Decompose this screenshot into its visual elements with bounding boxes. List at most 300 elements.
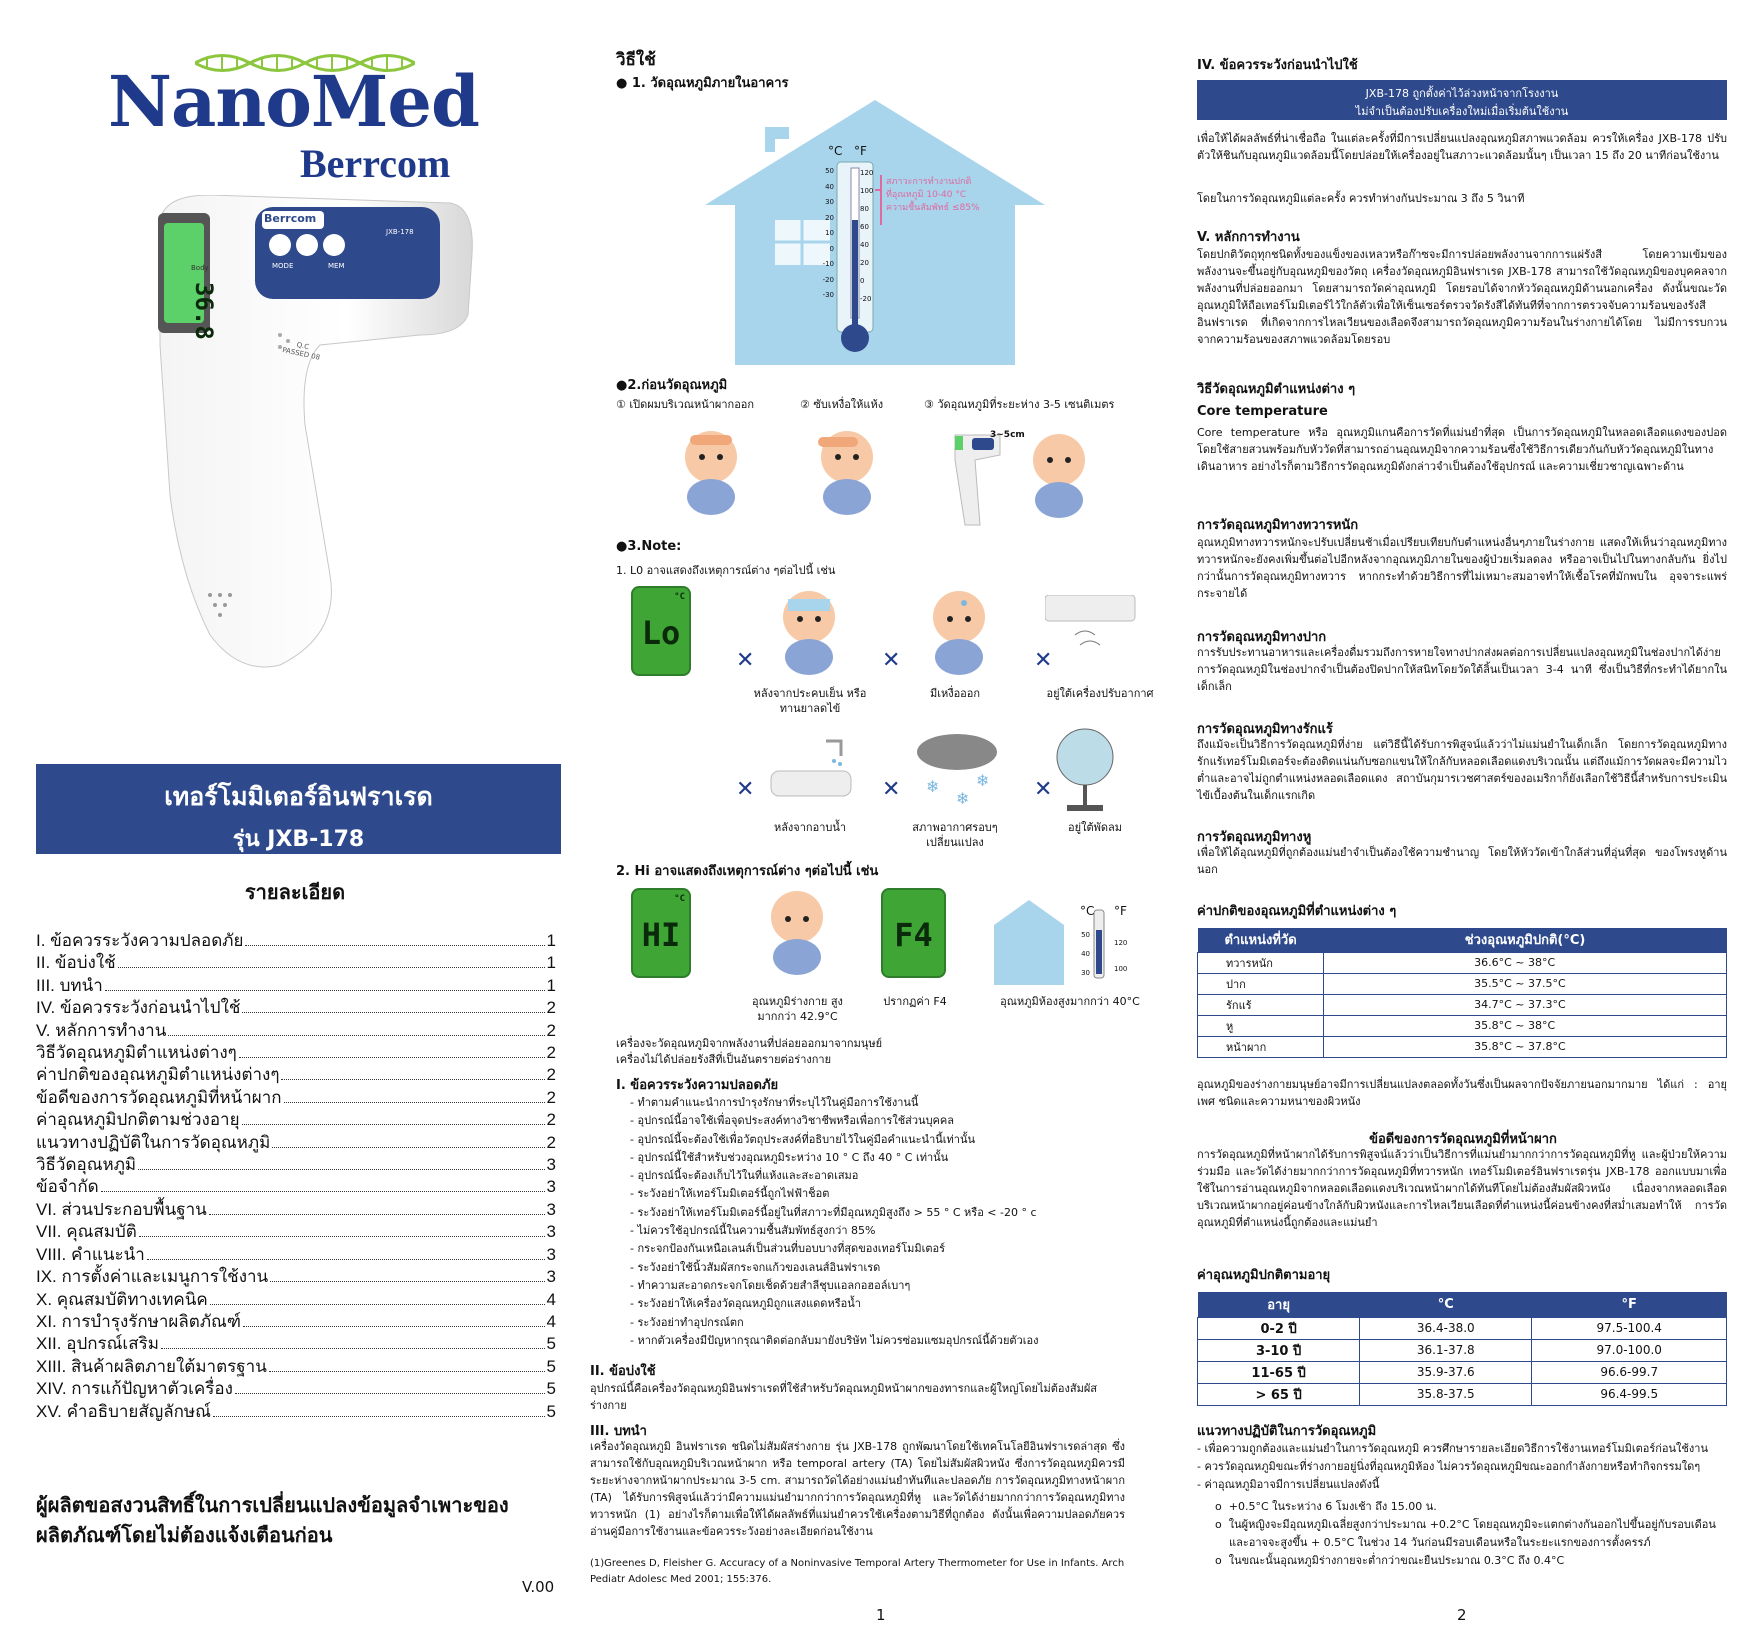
advantage-title: ข้อดีของการวัดอุณหภูมิที่หน้าผาก [1369, 1132, 1557, 1147]
table-of-contents [36, 930, 556, 1423]
svg-text:❄: ❄ [976, 771, 990, 790]
safety-item: - ระวังอย่าให้เทอร์โมมิเตอร์นี้อยู่ในที่สภาวะที่มีอุณหภูมิสูงถึง > 55 ° C หรือ < -20 ° c [630, 1205, 1037, 1219]
indication-title: II. ข้อบ่งใช้ [590, 1364, 656, 1379]
small-house-icon [994, 900, 1124, 985]
core-text: Core temperature หรือ อุณหภูมิแกนคือการวัดที่แม่นยำที่สุด เป็นการวัดอุณหภูมิในหลอดเลือดแดงของปอดโดยใช้สายสวนพร้อมกับหัววัดที่สามารถอ่านอุณหภูมิจากความร้อนซึ่งใช้วิธีการเดียวกันกับหัววัดอุณหภูมิในทางเดินอาหาร อย่างไรก็ตามวิธีการวัดอุณหภูมิดังกล่าวจำเป็นต้องใช้อุปกรณ์ และความเชี่ยวชาญเฉพาะด้าน [1197, 426, 1727, 473]
rectal-title: การวัดอุณหภูมิทางทวารหนัก [1197, 518, 1359, 533]
ear-text: เพื่อให้ได้อุณหภูมิที่ถูกต้องแม่นยำจำเป็นต้องใช้ความชำนาญ โดยให้หัววัดเข้าใกล้ส่วนที่อุ่นที่สุด ของโพรงหูด้านนอก [1197, 846, 1727, 876]
scale-tick: -20 [822, 275, 834, 284]
axillary-title: การวัดอุณหภูมิทางรักแร้ [1197, 722, 1333, 737]
toc-leader [161, 1348, 545, 1349]
toc-leader [209, 1214, 545, 1215]
scale-tick: -20 [860, 295, 872, 303]
toc-row [36, 952, 556, 974]
small-fahrenheit-scale [1114, 930, 1132, 982]
table-cell: 35.9-37.6 [1360, 1361, 1532, 1383]
toc-row [36, 930, 556, 952]
indication-text: อุปกรณ์นี้คือเครื่องวัดอุณหภูมิอินฟราเรดที่ใช้สำหรับวัดอุณหภูมิหน้าผากของทารกและผู้ใหญ่โดยไม่ต้องสัมผัสร่างกาย [590, 1382, 1097, 1412]
toc-leader [245, 945, 544, 946]
step2-item: ① เปิดผมบริเวณหน้าผากออก [616, 398, 755, 411]
toc-row [36, 1378, 556, 1400]
safety-item: - กระจกป้องกันเหนือเลนส์เป็นส่วนที่บอบบางที่สุดของเทอร์โมมิเตอร์ [630, 1242, 946, 1256]
fan-icon [1045, 725, 1125, 815]
thermometer-small-icon [950, 430, 1010, 530]
guideline-subitem-text: +0.5°C ในระหว่าง 6 โมงเช้า ถึง 15.00 น. [1228, 1500, 1437, 1513]
toc-title: X. คุณสมบัติทางเทคนิค [36, 1289, 208, 1309]
table-header: ช่วงอุณหภูมิปกติ(°C) [1324, 928, 1727, 952]
page-number: 2 [1457, 1606, 1467, 1624]
toc-row [36, 1087, 556, 1109]
table-row [1198, 1036, 1727, 1057]
guideline-item: - ควรวัดอุณหภูมิขณะที่ร่างกายอยู่นิ่งที่อุณหภูมิห้อง ไม่ควรวัดอุณหภูมิขณะออกกำลังกายหรือทำกิจกรรมใดๆ [1197, 1460, 1701, 1473]
table-row [1198, 973, 1727, 994]
scale-tick: 10 [825, 229, 834, 237]
safety-item-text: อุปกรณ์นี้อาจใช้เพื่อจุดประสงค์ทางวิชาชีพหรือเพื่อการใช้ส่วนบุคคล [637, 1114, 955, 1128]
scale-tick: -30 [822, 291, 834, 299]
toc-page: 3 [546, 1244, 556, 1264]
toc-title: XI. การบำรุงรักษาผลิตภัณฑ์ [36, 1311, 241, 1331]
safety-item-text: หากตัวเครื่องมีปัญหากรุณาติดต่อกลับมายังบริษัท ไม่ควรซ่อมแซมอุปกรณ์นี้ด้วยตัวเอง [637, 1333, 1039, 1347]
toc-leader [213, 1416, 545, 1417]
guideline-title: แนวทางปฏิบัติในการวัดอุณหภูมิ [1197, 1424, 1377, 1439]
scale-tick: 0 [829, 244, 834, 253]
precaution-bar [1197, 80, 1727, 120]
scale-tick: 50 [1081, 931, 1090, 939]
guideline-item: - เพื่อความถูกต้องและแม่นยำในการวัดอุณหภูมิ ควรศึกษารายละเอียดวิธีการใช้งานเทอร์โมมิเตอร์ก่อนใช้งาน [1197, 1442, 1708, 1455]
mode-label: MODE [272, 262, 294, 270]
table-cell: ปาก [1198, 973, 1324, 994]
oral-title: การวัดอุณหภูมิทางปาก [1197, 630, 1327, 645]
table-row [1198, 1361, 1727, 1383]
x-mark-icon: ✕ [736, 777, 755, 802]
scale-tick: 120 [1114, 939, 1128, 947]
toc-page: 2 [546, 1087, 556, 1107]
scale-tick: 40 [1081, 950, 1090, 958]
safety-item-text: ระวังอย่าใช้นิ้วสัมผัสกระจกแก้วของเลนส์อินฟราเรด [637, 1260, 881, 1274]
toc-leader [210, 1304, 545, 1305]
scale-tick: 60 [860, 223, 869, 231]
toc-row [36, 1176, 556, 1198]
toc-row [36, 1244, 556, 1266]
screen-reading: 36.8 [190, 282, 218, 340]
hi-caption: ปรากฏค่า F4 [883, 995, 947, 1008]
intro-line: เครื่องจะวัดอุณหภูมิจากพลังงานที่ปล่อยออกมาจากมนุษย์ [616, 1037, 883, 1050]
toc-title: แนวทางปฏิบัติในการวัดอุณหภูมิ [36, 1132, 271, 1152]
safety-item: - อุปกรณ์นี้จะต้องเก็บไว้ในที่แห้งและสะอาดเสมอ [630, 1169, 859, 1183]
principle-title: V. หลักการทำงาน [1197, 230, 1300, 245]
toc-row [36, 1333, 556, 1355]
small-unit-f: °F [1114, 904, 1127, 918]
safety-item: - ไม่ควรใช้อุปกรณ์นี้ในความชื้นสัมพัทธ์สูงกว่า 85% [630, 1224, 876, 1238]
step1-title: ● 1. วัดอุณหภูมิภายในอาคาร [616, 76, 789, 91]
baby-sweat-illustration [920, 585, 998, 677]
toc-leader [105, 990, 545, 991]
hi-intro: 2. Hi อาจแสดงถึงเหตุการณ์ต่าง ๆต่อไปนี้ เช่น [616, 864, 879, 879]
toc-page: 1 [546, 931, 556, 950]
safety-item: - หากตัวเครื่องมีปัญหากรุณาติดต่อกลับมายังบริษัท ไม่ควรซ่อมแซมอุปกรณ์นี้ด้วยตัวเอง [630, 1333, 1039, 1347]
table-row [1198, 1015, 1727, 1036]
toc-page: 2 [546, 998, 556, 1018]
table-cell: 96.6-99.7 [1532, 1361, 1727, 1383]
small-unit-c: °C [1080, 904, 1095, 918]
toc-row [36, 1064, 556, 1086]
intro-line: เครื่องไม่ได้ปล่อยรังสีที่เป็นอันตรายต่อร่างกาย [616, 1053, 832, 1066]
safety-item-text: ระวังอย่าทำอุปกรณ์ตก [637, 1315, 744, 1329]
toc-page: 2 [546, 1065, 556, 1085]
toc-page: 4 [546, 1311, 556, 1331]
toc-leader [242, 1012, 544, 1013]
baby-cold-compress-illustration [770, 585, 848, 677]
scale-tick: 20 [860, 259, 869, 267]
table-cell: 36.6°C ~ 38°C [1324, 952, 1727, 973]
table-cell: 11-65 ปี [1198, 1361, 1360, 1383]
table-row [1198, 994, 1727, 1015]
sub-brand-name: Berrcom [300, 141, 451, 186]
lo-caption: มีเหงื่อออก [929, 687, 981, 700]
table-header: อายุ [1198, 1292, 1360, 1317]
guideline-list [1197, 1440, 1727, 1494]
table-cell: 0-2 ปี [1198, 1317, 1360, 1339]
toc-leader [242, 1124, 545, 1125]
toc-leader [138, 1169, 544, 1170]
toc-row [36, 1356, 556, 1378]
safety-item: - ระวังอย่าให้เครื่องวัดอุณหภูมิถูกแสงแดดหรือน้ำ [630, 1297, 861, 1311]
toc-page: 2 [546, 1020, 556, 1040]
step3-title: ●3.Note: [616, 539, 682, 554]
scale-tick: 20 [825, 213, 834, 222]
safety-item-text: อุปกรณ์นี้ใช้สำหรับช่วงอุณหภูมิระหว่าง 10 ° C ถึง 40 ° C เท่านั้น [637, 1150, 949, 1164]
x-mark-icon: ✕ [1034, 777, 1053, 802]
device-badge: Berrcom [264, 212, 317, 225]
toc-row [36, 1109, 556, 1131]
step2-title: ●2.ก่อนวัดอุณหภูมิ [616, 378, 728, 393]
safety-item: - ระวังอย่าใช้นิ้วสัมผัสกระจกแก้วของเลนส์อินฟราเรด [630, 1260, 881, 1274]
toc-row [36, 1199, 556, 1221]
lcd-hi-text: HI [641, 916, 681, 954]
scale-tick: 80 [860, 205, 869, 213]
safety-item: - ทำตามคำแนะนำการบำรุงรักษาที่ระบุไว้ในคู่มือการใช้งานนี้ [630, 1096, 919, 1109]
table-cell: 97.5-100.4 [1532, 1317, 1727, 1339]
safety-item-text: ทำตามคำแนะนำการบำรุงรักษาที่ระบุไว้ในคู่มือการใช้งานนี้ [637, 1096, 919, 1109]
x-mark-icon: ✕ [882, 777, 901, 802]
toc-title: ค่าปกติของอุณหภูมิตำแหน่งต่างๆ [36, 1065, 280, 1085]
toc-row [36, 1132, 556, 1154]
toc-row [36, 997, 556, 1019]
table-cell: หู [1198, 1015, 1324, 1036]
toc-page: 3 [546, 1222, 556, 1242]
guideline-subitem-text: ในขณะนั้นอุณหภูมิร่างกายจะต่ำกว่าขณะยืนประมาณ 0.3°C ถึง 0.4°C [1228, 1554, 1565, 1567]
safety-item-text: ระวังอย่าให้เครื่องวัดอุณหภูมิถูกแสงแดดหรือน้ำ [637, 1297, 861, 1311]
lo-caption: หลังจากอาบน้ำ [773, 821, 847, 834]
product-model: รุ่น JXB-178 [232, 827, 365, 852]
toc-page: 1 [546, 975, 556, 995]
safety-item: - ระวังอย่าให้เทอร์โมมิเตอร์นี้ถูกไฟฟ้าช็อต [630, 1187, 830, 1201]
scale-tick: 40 [825, 182, 834, 191]
lo-caption: อยู่ใต้เครื่องปรับอากาศ [1046, 687, 1154, 700]
baby-hair-illustration [672, 425, 750, 517]
toc-title: IX. การตั้งค่าและเมนูการใช้งาน [36, 1267, 269, 1287]
toc-title: วิธีวัดอุณหภูมิตำแหน่งต่างๆ [36, 1043, 237, 1063]
cover-page [0, 0, 590, 1639]
intro-text: เครื่องวัดอุณหภูมิ อินฟราเรด ชนิดไม่สัมผัสร่างกาย รุ่น JXB-178 ถูกพัฒนาโดยใช้เทคโนโลยีอินฟราเรดล่าสุด ซึ่งสามารถใช้กับอุณหภูมิบริเวณหน้าผาก หรือ temporal artery (TA) โดยไม่สัมผัสผิวหนัง ซึ่งการวัดอุณหภูมิควรมีระยะห่างจากหน้าผากประมาณ 3-5 cm. สามารถวัดได้อย่างแม่นยำทันทีและปลอดภัย การวัดอุณหภูมิทางหน้าผาก (TA) ได้รับการพิสูจน์แล้วว่ามีความแม่นยำมากกว่าการวัดอุณหภูมิที่หู และวัดได้ง่ายมากกว่าการวัดอุณหภูมิทางทวารหนัก (1) อย่างไรก็ตามเพื่อให้ได้ผลลัพธ์ที่แม่นยำควรใช้เครื่องตามวิธีที่ถูกต้อง ดังนั้นเพื่อความปลอดภัยควรอ่านคู่มือการใช้งานและข้อควรระวังอย่างละเอียดก่อนใช้งาน [590, 1440, 1125, 1538]
scale-tick: -10 [822, 260, 834, 268]
scale-tick: 30 [1081, 969, 1090, 977]
toc-row [36, 1401, 556, 1423]
toc-title: V. หลักการทำงาน [36, 1020, 167, 1040]
toc-row [36, 1266, 556, 1288]
scale-tick: 100 [1114, 965, 1128, 973]
table-row [1198, 952, 1727, 973]
toc-page: 3 [546, 1199, 556, 1219]
toc-page: 2 [546, 1132, 556, 1152]
precaution-title: IV. ข้อควรระวังก่อนนำไปใช้ [1197, 58, 1358, 73]
toc-row [36, 1221, 556, 1243]
house-note-line: สภาวะการทำงานปกติ [886, 177, 972, 187]
lo-caption: สภาพอากาศรอบๆ เปลี่ยนแปลง [912, 821, 998, 849]
safety-item: - ทำความสะอาดกระจกโดยเช็ดด้วยสำลีชุบแอลกอฮอล์เบาๆ [630, 1278, 911, 1292]
bathtub-icon [766, 736, 856, 806]
table-header: °F [1532, 1292, 1727, 1317]
table-cell: 36.4-38.0 [1360, 1317, 1532, 1339]
scale-tick: 120 [860, 169, 874, 177]
safety-item: - อุปกรณ์นี้จะต้องใช้เพื่อวัตถุประสงค์ที่อธิบายไว้ในคู่มือคำแนะนำนี้เท่านั้น [630, 1132, 975, 1146]
age-table-title: ค่าอุณหภูมิปกติตามอายุ [1197, 1268, 1331, 1283]
ear-title: การวัดอุณหภูมิทางหู [1197, 830, 1312, 845]
toc-title: วิธีวัดอุณหภูมิ [36, 1155, 137, 1175]
toc-title: I. ข้อควรระวังความปลอดภัย [36, 931, 244, 950]
hi-caption: อุณหภูมิห้องสูงมากกว่า 40°C [1000, 995, 1140, 1008]
normal-range-table [1197, 928, 1727, 1058]
qc-label: Q.C PASSED 08 [281, 340, 321, 362]
lcd-lo-text: Lo [641, 614, 681, 652]
toc-leader [281, 1079, 544, 1080]
scale-tick: 50 [825, 167, 834, 175]
toc-title: VII. คุณสมบัติ [36, 1222, 137, 1242]
normal-range-title: ค่าปกติของอุณหภูมิที่ตำแหน่งต่าง ๆ [1197, 904, 1397, 919]
scale-tick: 0 [860, 277, 865, 285]
precaution-bar-line: JXB-178 ถูกตั้งค่าไว้ล่วงหน้าจากโรงงาน [1365, 87, 1559, 100]
toc-leader [235, 1393, 545, 1394]
lcd-unit: °C [674, 894, 685, 904]
air-conditioner-icon [1045, 595, 1145, 655]
safety-item-text: ทำความสะอาดกระจกโดยเช็ดด้วยสำลีชุบแอลกอฮอล์เบาๆ [637, 1278, 911, 1292]
toc-row [36, 1154, 556, 1176]
house-note-line: ที่อุณหภูมิ 10-40 °C [886, 190, 967, 200]
guideline-subitem: o ในขณะนั้นอุณหภูมิร่างกายจะต่ำกว่าขณะยืนประมาณ 0.3°C ถึง 0.4°C [1215, 1554, 1565, 1567]
safety-title: I. ข้อควรระวังความปลอดภัย [616, 1078, 779, 1093]
table-cell: ทวารหนัก [1198, 952, 1324, 973]
intro-title: III. บทนำ [590, 1424, 647, 1439]
guideline-sublist [1197, 1498, 1727, 1570]
celsius-scale [814, 164, 834, 304]
safety-item: - อุปกรณ์นี้อาจใช้เพื่อจุดประสงค์ทางวิชาชีพหรือเพื่อการใช้ส่วนบุคคล [630, 1114, 955, 1128]
lcd-unit: °C [674, 592, 685, 602]
toc-title: ข้อดีของการวัดอุณหภูมิที่หน้าผาก [36, 1087, 282, 1107]
title-box [36, 764, 561, 854]
safety-list [630, 1094, 1170, 1350]
howto-heading: วิธีใช้ [616, 50, 656, 70]
step2-item: ② ซับเหงื่อให้แห้ง [800, 398, 884, 411]
safety-item: - ระวังอย่าทำอุปกรณ์ตก [630, 1315, 744, 1329]
toc-row [36, 975, 556, 997]
toc-title: ค่าอุณหภูมิปกติตามช่วงอายุ [36, 1110, 240, 1130]
table-row [1198, 1317, 1727, 1339]
table-cell: 36.1-37.8 [1360, 1339, 1532, 1361]
toc-title: XIII. สินค้าผลิตภายใต้มาตรฐาน [36, 1356, 267, 1376]
toc-leader [269, 1371, 545, 1372]
toc-heading: รายละเอียด [244, 880, 346, 904]
table-row [1198, 1383, 1727, 1405]
product-title: เทอร์โมมิเตอร์อินฟราเรด [164, 782, 433, 811]
screen-label: Body [191, 264, 209, 272]
toc-page: 3 [546, 1177, 556, 1197]
toc-page: 3 [546, 1155, 556, 1175]
reference-text: (1)Greenes D, Fleisher G. Accuracy of a Noninvasive Temporal Artery Thermometer for Use in Infants. Arch Pediatr Adolesc Med 2001; 155:376. [590, 1558, 1125, 1585]
toc-row [36, 1042, 556, 1064]
toc-title: XII. อุปกรณ์เสริม [36, 1334, 159, 1354]
toc-title: III. บทนำ [36, 975, 103, 995]
lo-caption: หลังจากประคบเย็น หรือทานยาลดไข้ [753, 687, 867, 715]
toc-leader [270, 1281, 544, 1282]
scale-tick: 40 [860, 241, 869, 249]
toc-page: 4 [546, 1289, 556, 1309]
device-model: JXB-178 [386, 228, 414, 236]
table-cell: 96.4-99.5 [1532, 1383, 1727, 1405]
mem-label: MEM [328, 262, 345, 270]
methods-title: วิธีวัดอุณหภูมิตำแหน่งต่าง ๆ [1197, 382, 1356, 397]
toc-page: 3 [546, 1267, 556, 1287]
x-mark-icon: ✕ [882, 648, 901, 673]
lcd-lo-display [631, 586, 691, 676]
table-cell: 3-10 ปี [1198, 1339, 1360, 1361]
toc-page: 5 [546, 1379, 556, 1399]
toc-page: 1 [546, 953, 556, 973]
weather-snow-icon [912, 730, 1002, 810]
toc-page: 5 [546, 1356, 556, 1376]
lcd-hi-display [631, 888, 691, 978]
toc-title: IV. ข้อควรระวังก่อนนำไปใช้ [36, 998, 241, 1018]
thermometer-device-image [150, 195, 480, 715]
core-title: Core temperature [1197, 404, 1328, 419]
x-mark-icon: ✕ [736, 648, 755, 673]
table-cell: 35.5°C ~ 37.5°C [1324, 973, 1727, 994]
oral-text: การรับประทานอาหารและเครื่องดื่มรวมถึงการหายใจทางปากส่งผลต่อการเปลี่ยนแปลงอุณหภูมิในช่องปากได้ง่าย การวัดอุณหภูมิในช่องปากจำเป็นต้องปิดปากให้สนิทโดยวัดใต้ลิ้นเป็นเวลา 3-4 นาที ซึ่งเป็นวิธีที่กระทำได้ยากในเด็กเล็ก [1197, 646, 1727, 693]
version-label: V.00 [522, 1578, 555, 1596]
safety-item: - อุปกรณ์นี้ใช้สำหรับช่วงอุณหภูมิระหว่าง 10 ° C ถึง 40 ° C เท่านั้น [630, 1150, 949, 1164]
page-2 [1175, 0, 1751, 1639]
table-cell: 35.8°C ~ 38°C [1324, 1015, 1727, 1036]
baby-measure-illustration [1020, 428, 1098, 520]
lcd-f4-display [881, 888, 946, 978]
precaution-bar-line: ไม่จำเป็นต้องปรับเครื่องใหม่เมื่อเริ่มต้นใช้งาน [1355, 105, 1569, 118]
safety-item-text: อุปกรณ์นี้จะต้องเก็บไว้ในที่แห้งและสะอาดเสมอ [637, 1169, 859, 1183]
toc-title: XIV. การแก้ปัญหาตัวเครื่อง [36, 1379, 233, 1399]
safety-item-text: กระจกป้องกันเหนือเลนส์เป็นส่วนที่บอบบางที่สุดของเทอร์โมมิเตอร์ [637, 1242, 946, 1256]
toc-leader [147, 1259, 545, 1260]
normal-range-note: อุณหภูมิของร่างกายมนุษย์อาจมีการเปลี่ยนแปลงตลอดทั้งวันซึ่งเป็นผลจากปัจจัยภายนอกมากมาย ได้แก่ : อายุ เพศ ชนิดและความหนาของผิวหนัง [1197, 1078, 1727, 1108]
guideline-subitem: o ในผู้หญิงจะมีอุณหภูมิเฉลี่ยสูงกว่าประมาณ +0.2°C โดยอุณหภูมิจะแตกต่างกันออกไปขึ้นอยู่กับรอบเดือน และอาจจะสูงขึ้น + 0.5°C ในช่วง 14 วันก่อนมีรอบเดือนหรือในระยะแรกของการตั้งครรภ์ [1215, 1518, 1716, 1549]
toc-leader [284, 1102, 545, 1103]
table-header: ตำแหน่งที่วัด [1198, 928, 1324, 952]
toc-page: 2 [546, 1043, 556, 1063]
toc-leader [101, 1191, 545, 1192]
table-cell: > 65 ปี [1198, 1383, 1360, 1405]
advantage-text: การวัดอุณหภูมิที่หน้าผากได้รับการพิสูจน์แล้วว่าเป็นวิธีการที่แม่นยำมากกว่าการวัดอุณหภูมิที่หู และผู้ป่วยให้ความร่วมมือ และวัดได้ง่ายมากกว่าการวัดอุณหภูมิที่ทวารหนัก เทอร์โมมิเตอร์อินฟราเรดรุ่น JXB-178 ออกแบบมาเพื่อใช้ในการอ่านอุณหภูมิจากหลอดเลือดแดงบริเวณหน้าผากได้ทันทีโดยไม่ต้องสัมผัสผิวหนัง เนื่องจากหลอดเลือด บริเวณหน้าผากอยู่ค่อนข้างใกล้กับผิวหนังและการไหลเวียนเลือดที่ตำแหน่งนี้ค่อนข้างคงที่สม่ำเสมอทำให้ การวัดอุณหภูมิที่ตำแหน่งนี้ถูกต้องและแม่นยำ [1197, 1148, 1727, 1229]
step2-item: ③ วัดอุณหภูมิที่ระยะห่าง 3-5 เซนติเมตร [924, 398, 1115, 411]
toc-row [36, 1020, 556, 1042]
page-number: 1 [876, 1606, 886, 1624]
table-cell: 35.8°C ~ 37.8°C [1324, 1036, 1727, 1057]
baby-wipe-illustration [808, 425, 886, 517]
toc-leader [272, 1147, 544, 1148]
precaution-text: เพื่อให้ได้ผลลัพธ์ที่น่าเชื่อถือ ในแต่ละครั้งที่มีการเปลี่ยนแปลงอุณหภูมิสภาพแวดล้อม ควรให้เครื่อง JXB-178 ปรับตัวให้ชินกับอุณหภูมิแวดล้อมนี้โดยปล่อยให้เครื่องอยู่ในสภาวะแวดล้อมนั้นๆ เป็นเวลา 15 ถึง 20 นาทีก่อนใช้งาน [1197, 132, 1727, 162]
page-1 [590, 0, 1175, 1639]
toc-title: II. ข้อบ่งใช้ [36, 953, 116, 973]
table-cell: 35.8-37.5 [1360, 1383, 1532, 1405]
house-note [886, 176, 980, 215]
toc-page: 2 [546, 1110, 556, 1130]
baby-fever-illustration [758, 885, 836, 977]
house-note-line: ความชื้นสัมพัทธ์ ≤85% [886, 203, 980, 213]
table-cell: หน้าผาก [1198, 1036, 1324, 1057]
lo-caption: อยู่ใต้พัดลม [1068, 821, 1122, 834]
guideline-subitem-text: ในผู้หญิงจะมีอุณหภูมิเฉลี่ยสูงกว่าประมาณ +0.2°C โดยอุณหภูมิจะแตกต่างกันออกไปขึ้นอยู่กับรอบเดือน และอาจจะสูงขึ้น + 0.5°C ในช่วง 14 วันก่อนมีรอบเดือนหรือในระยะแรกของการตั้งครรภ์ [1228, 1518, 1716, 1549]
svg-text:❄: ❄ [926, 777, 940, 796]
nanomed-logo [100, 52, 480, 186]
toc-row [36, 1289, 556, 1311]
toc-title: XV. คำอธิบายสัญลักษณ์ [36, 1401, 211, 1421]
table-cell: 34.7°C ~ 37.3°C [1324, 994, 1727, 1015]
safety-item-text: ระวังอย่าให้เทอร์โมมิเตอร์นี้ถูกไฟฟ้าช็อต [637, 1187, 830, 1201]
toc-title: ข้อจำกัด [36, 1177, 99, 1197]
x-mark-icon: ✕ [1034, 648, 1053, 673]
toc-page: 5 [546, 1401, 556, 1421]
toc-leader [139, 1236, 545, 1237]
scale-tick: 30 [825, 198, 834, 206]
house-unit-f: °F [854, 144, 867, 158]
fahrenheit-scale [860, 164, 880, 308]
distance-label: 3~5cm [990, 430, 1025, 440]
table-cell: 97.0-100.0 [1532, 1339, 1727, 1361]
rectal-text: อุณหภูมิทางทวารหนักจะปรับเปลี่ยนช้าเมื่อเปรียบเทียบกับตำแหน่งอื่นๆภายในร่างกาย แสดงให้เห็นว่าอุณหภูมิทางทวารหนักจะยังคงเพิ่มขึ้นต่อไปอีกหลังจากอุณหภูมิภายในของผู้ป่วยเริ่มลดลง หรืออาจเป็นไปในทางกลับกัน ยิ่งไปกว่านั้นการวัดอุณหภูมิทางทวาร หากกระทำด้วยวิธีการที่ไม่เหมาะสมอาจทำให้เชื้อโรคที่มักพบใน อุจจาระแพร่กระจายได้ [1197, 536, 1727, 600]
guideline-subitem: o +0.5°C ในระหว่าง 6 โมงเช้า ถึง 15.00 น. [1215, 1500, 1437, 1513]
toc-row [36, 1311, 556, 1333]
lo-intro: 1. L0 อาจแสดงถึงเหตุการณ์ต่าง ๆต่อไปนี้ เช่น [616, 564, 836, 577]
axillary-text: ถึงแม้จะเป็นวิธีการวัดอุณหภูมิที่ง่าย แต่วิธีนี้ได้รับการพิสูจน์แล้วว่าไม่แม่นยำในเด็กเล็ก โดยการวัดอุณหภูมิทางรักแร้เทอร์โมมิเตอร์จะต้องติดแน่นกับซอกแขนให้ใกล้กับหลอดเลือดแดงบริเวณนั้น แต่ถึงแม้การวัดผลจะมีความไวต่ำและอาจไม่ถูกตำแหน่งหลอดเลือดแดง สถาบันกุมารเวชศาสตร์ของอเมริกาก็ยังเลือกใช้วิธีนี้สำหรับการประเมินไข้เบื้องต้นในเด็กแรกเกิด [1197, 738, 1727, 802]
safety-item-text: ไม่ควรใช้อุปกรณ์นี้ในความชื้นสัมพัทธ์สูงกว่า 85% [637, 1224, 876, 1238]
scale-tick: 100 [860, 187, 874, 195]
hi-caption: อุณหภูมิร่างกาย สูงมากกว่า 42.9°C [752, 995, 843, 1023]
toc-leader [243, 1326, 545, 1327]
table-header: °C [1360, 1292, 1532, 1317]
small-celsius-scale [1072, 926, 1090, 983]
house-unit-c: °C [828, 144, 843, 158]
toc-title: VIII. คำแนะนำ [36, 1244, 145, 1264]
age-range-table [1197, 1292, 1727, 1406]
guideline-item: - ค่าอุณหภูมิอาจมีการเปลี่ยนแปลงดังนี้ [1197, 1478, 1380, 1491]
safety-item-text: ระวังอย่าให้เทอร์โมมิเตอร์นี้อยู่ในที่สภาวะที่มีอุณหภูมิสูงถึง > 55 ° C หรือ < -20 ° c [637, 1205, 1037, 1219]
toc-leader [239, 1057, 545, 1058]
toc-title: VI. ส่วนประกอบพื้นฐาน [36, 1199, 207, 1219]
table-cell: รักแร้ [1198, 994, 1324, 1015]
toc-leader [168, 1035, 544, 1036]
svg-text:❄: ❄ [956, 789, 970, 808]
toc-leader [118, 967, 545, 968]
lcd-f4-text: F4 [894, 916, 933, 954]
safety-item-text: อุปกรณ์นี้จะต้องใช้เพื่อวัตถุประสงค์ที่อธิบายไว้ในคู่มือคำแนะนำนี้เท่านั้น [637, 1132, 975, 1146]
table-row [1198, 1339, 1727, 1361]
precaution-text-2: โดยในการวัดอุณหภูมิแต่ละครั้ง ควรทำห่างกันประมาณ 3 ถึง 5 วินาที [1197, 192, 1525, 205]
